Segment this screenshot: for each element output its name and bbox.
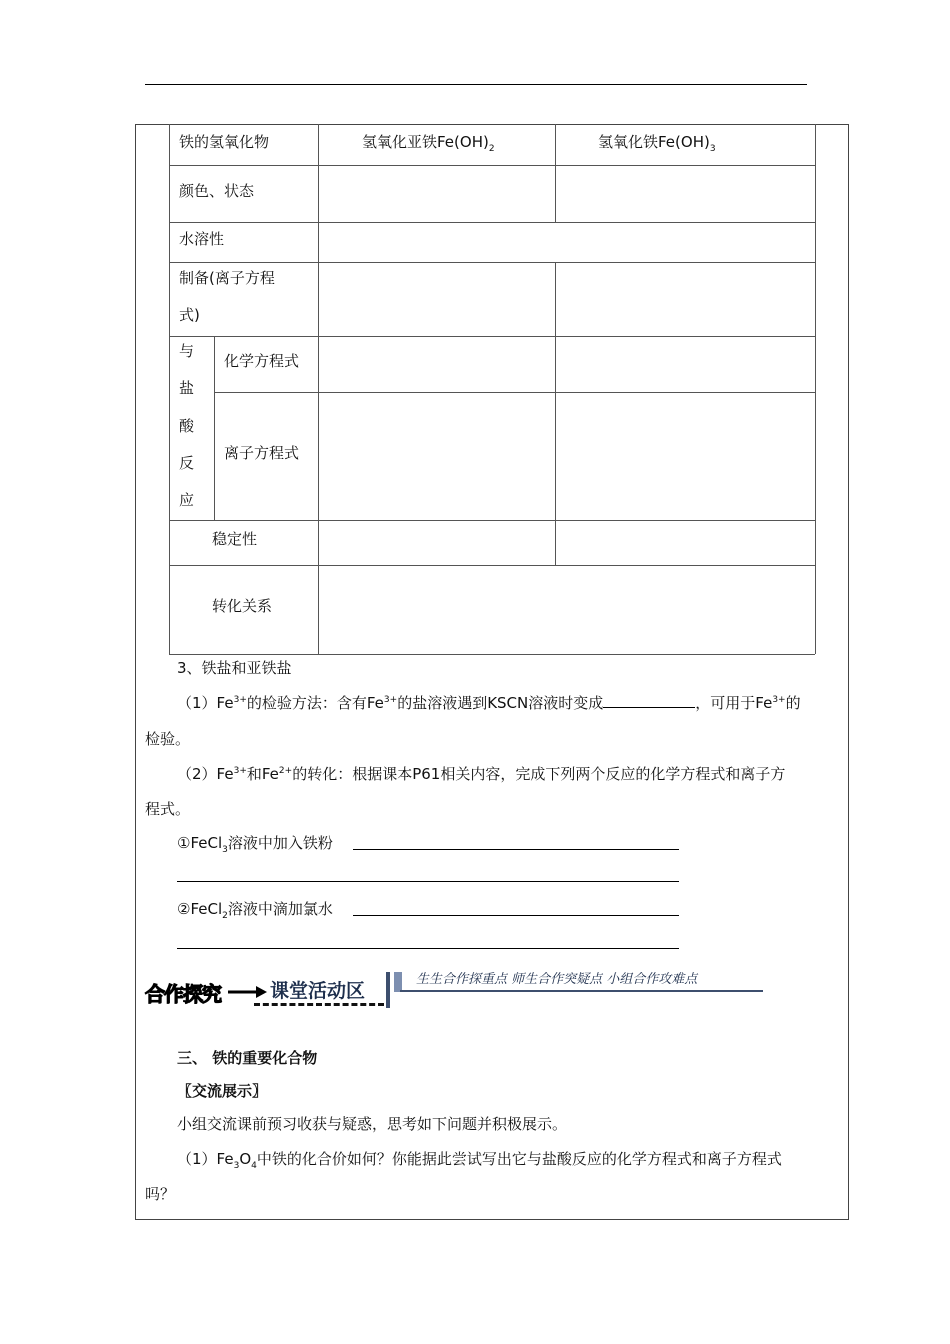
section3-item1: ①FeCl$_3$溶液中加入铁粉	[177, 834, 333, 855]
exchange-intro: 小组交流课前预习收获与疑惑，思考如下问题并积极展示。	[177, 1115, 568, 1133]
table-row-line	[169, 262, 815, 263]
arrow-right-icon	[226, 984, 268, 1000]
row-hcl-vertical-char: 反	[179, 454, 195, 472]
section3-title: 3、铁盐和亚铁盐	[177, 659, 292, 677]
table-row-line	[169, 165, 815, 166]
table-bottom-border	[169, 654, 815, 655]
table-row-line	[169, 222, 815, 223]
header-col1: 铁的氢氧化物	[179, 133, 270, 151]
answer-line[interactable]	[177, 881, 679, 882]
row-hcl-vertical-char: 酸	[179, 417, 195, 435]
table-row-line	[214, 392, 815, 393]
row-conversion-label: 转化关系	[212, 597, 273, 615]
banner-underline	[400, 990, 763, 992]
header-col2: 氢氧化亚铁$Fe(OH)_2$	[362, 133, 495, 154]
answer-line[interactable]	[353, 849, 679, 850]
banner-divider	[386, 972, 390, 1008]
row-hcl-vertical-char: 应	[179, 491, 195, 509]
row-hcl-ion-label: 离子方程式	[224, 444, 300, 462]
table-row-line	[169, 520, 815, 521]
section-three-q1-cont: 吗？	[145, 1185, 176, 1203]
table-left-border	[169, 124, 170, 654]
row-prep-label: 制备(离子方程	[179, 269, 275, 287]
row-prep-label-cont: 式)	[179, 306, 200, 324]
row-hcl-vertical-char: 盐	[179, 379, 195, 397]
banner-divider-accent	[394, 972, 402, 992]
section3-item2: ②FeCl$_2$溶液中滴加氯水	[177, 900, 333, 921]
row-hcl-vertical-char: 与	[179, 342, 195, 360]
row-hcl-chem-label: 化学方程式	[224, 352, 300, 370]
section3-q2: $(2)Fe^{3+}$和$Fe^{2+}$的转化：根据课本P61相关内容，完成下列两个反应的化学方程式和离子方	[177, 765, 786, 783]
table-col-divider	[555, 124, 556, 222]
table-right-border	[815, 124, 816, 654]
banner-slogan: 生生合作探重点 师生合作突疑点 小组合作攻难点	[416, 972, 698, 987]
answer-blank[interactable]	[603, 692, 695, 708]
header-rule	[145, 84, 807, 85]
header-col3: 氢氧化铁$Fe(OH)_3$	[598, 133, 716, 154]
banner-cooperate-logo: 合作探究	[145, 982, 221, 1006]
section3-q1-cont: 检验。	[145, 730, 191, 748]
banner-dash-decoration	[254, 1003, 384, 1006]
section-three-q1: $(1)Fe_3O_4$中铁的化合价如何？你能据此尝试写出它与盐酸反应的化学方程式和离子方程式	[177, 1150, 782, 1171]
section-three-heading: 三、 铁的重要化合物	[177, 1049, 318, 1067]
banner-title: 课堂活动区	[270, 980, 366, 1002]
exchange-label: 〖交流展示〗	[177, 1082, 268, 1100]
answer-line[interactable]	[177, 948, 679, 949]
section3-q2-cont: 程式。	[145, 800, 191, 818]
answer-line[interactable]	[353, 915, 679, 916]
row-stability-label: 稳定性	[212, 530, 258, 548]
row-color-label: 颜色、状态	[179, 182, 255, 200]
table-sub-divider	[214, 336, 215, 520]
section3-q1: $(1)Fe^{3+}$的检验方法：含有$Fe^{3+}$的盐溶液遇到KSCN溶液时变成 ，可用于$Fe^{3+}$的	[177, 694, 801, 712]
row-solubility-label: 水溶性	[179, 230, 225, 248]
table-row-line	[169, 336, 815, 337]
table-row-line	[169, 565, 815, 566]
table-col-divider	[318, 124, 319, 654]
